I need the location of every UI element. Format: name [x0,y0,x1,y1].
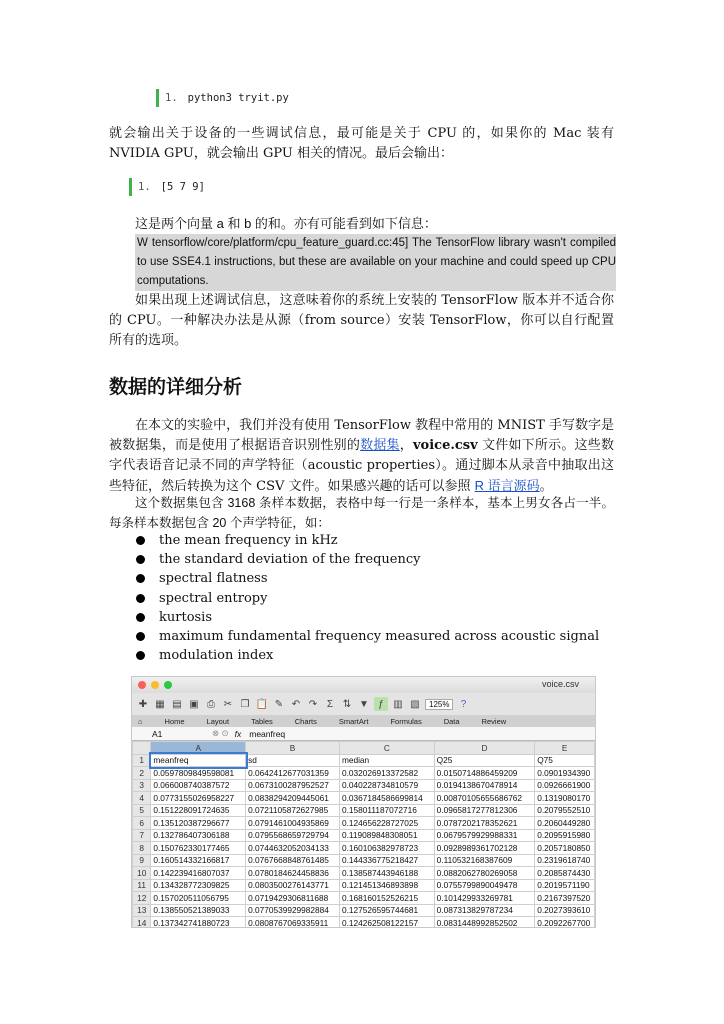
paragraph-1: 就会输出关于设备的一些调试信息，最可能是关于 CPU 的，如果你的 Mac 装有 NVIDIA GPU，就会输出 GPU 相关的情况。最后会输出： [109,126,614,161]
new-document-icon[interactable]: ✚ [138,698,148,710]
table-cell[interactable]: 0.0795568659729794 [246,829,340,842]
dataset-link[interactable]: 数据集 [360,438,400,453]
ribbon-tab[interactable]: Tables [251,716,273,726]
minimize-window-button[interactable] [151,681,159,689]
paragraph-4 [109,416,614,497]
table-row [133,854,595,867]
row-header[interactable]: 9 [133,854,151,867]
table-cell[interactable]: 0.0926661900 [535,779,595,792]
bullet-icon [136,555,145,564]
table-cell[interactable]: 0.1319080170 [535,792,595,805]
table-row [133,754,595,767]
row-header[interactable]: 2 [133,767,151,780]
row-header[interactable]: 6 [133,817,151,830]
table-cell[interactable]: 0.160514332166817 [151,854,246,867]
column-header[interactable]: A [151,742,246,755]
autosum-icon[interactable]: Σ [326,698,334,710]
column-header[interactable]: D [434,742,535,755]
table-cell[interactable]: 0.119089848308051 [339,829,434,842]
spreadsheet-grid [132,741,595,928]
row-header[interactable]: 7 [133,829,151,842]
table-cell[interactable]: 0.0780184624458836 [246,867,340,880]
fx-icon[interactable]: fx [234,728,242,739]
row-header[interactable]: 5 [133,804,151,817]
table-cell[interactable]: 0.0770539929982884 [246,904,340,917]
row-header[interactable]: 12 [133,892,151,905]
table-cell[interactable]: 0.2085874430 [535,867,595,880]
table-cell[interactable]: 0.138550521389033 [151,904,246,917]
list-item: spectral entropy [109,589,614,608]
bullet-icon [136,594,145,603]
table-cell[interactable]: 0.2019571190 [535,879,595,892]
ribbon-tab[interactable]: SmartArt [338,716,369,726]
bullet-icon [136,651,145,660]
table-cell[interactable]: 0.132786407306188 [151,829,246,842]
list-item: kurtosis [109,608,614,627]
table-cell[interactable]: 0.0787202178352621 [434,817,535,830]
table-cell[interactable]: 0.2057180850 [535,842,595,855]
ribbon-tab[interactable]: Data [443,716,460,726]
section-heading: 数据的详细分析 [109,376,243,398]
code-line-number: 1. [165,92,178,104]
code-marker [156,89,159,107]
table-row [133,779,595,792]
close-window-button[interactable] [138,681,146,689]
table-row [133,917,595,929]
paragraph-4-text-2: ， [399,438,413,453]
table-cell[interactable]: 0.101429933269781 [434,892,535,905]
home-icon: ⌂ [138,716,143,726]
table-cell[interactable]: 0.138587443946188 [339,867,434,880]
window-title: voice.csv [542,679,580,689]
column-header[interactable]: B [246,742,340,755]
paragraph-4-text-3: 文件如下所示。这些数字代表语音记录不同的声学特征（acoustic properties）。通过脚本从录音中抽取出这些特征，然后转换为这个 CSV 文件。如果感兴趣的话可以参照 [109,438,614,494]
table-cell[interactable]: 0.135120387296677 [151,817,246,830]
table-cell[interactable]: 0.0928989361702128 [434,842,535,855]
cut-icon[interactable]: ✂ [223,698,233,710]
table-cell[interactable]: 0.2027393610 [535,904,595,917]
table-row [133,804,595,817]
ribbon-tab[interactable]: Charts [294,716,317,726]
row-header[interactable]: 1 [133,754,151,767]
table-cell[interactable]: 0.142239416807037 [151,867,246,880]
feature-list [109,531,614,665]
table-row [133,792,595,805]
list-item: modulation index [109,646,614,665]
table-cell[interactable]: 0.0882062780269058 [434,867,535,880]
sidebar-icon[interactable]: ▧ [410,698,420,710]
table-cell[interactable]: 0.032026913372582 [339,767,434,780]
table-cell[interactable]: 0.0721105872627985 [246,804,340,817]
ribbon-tab[interactable]: Home [164,716,185,726]
formula-bar [132,727,595,741]
paste-icon[interactable]: 📋 [255,698,269,710]
code-text: [5 7 9] [160,181,205,193]
paragraph-3: 如果出现上述调试信息，这意味着你的系统上安装的 TensorFlow 版本并不适合你的 CPU。一种解决办法是从源（from source）安装 TensorFlow，你可以自行配置所有的选项。 [109,293,614,348]
table-cell[interactable]: 0.0773155026958227 [151,792,246,805]
table-cell[interactable]: 0.151228091724635 [151,804,246,817]
table-cell[interactable]: 0.124262508122157 [339,917,434,929]
voice-csv-filename: voice.csv [413,438,478,453]
table-cell[interactable]: 0.2167397520 [535,892,595,905]
column-header[interactable]: C [339,742,434,755]
corner-cell[interactable] [133,742,151,755]
maximize-window-button[interactable] [164,681,172,689]
column-header-row [133,742,595,755]
table-row [133,842,595,855]
zoom-select[interactable]: 125% [425,699,453,710]
code-block-2 [129,178,205,196]
table-cell[interactable]: 0.00870105655686762 [434,792,535,805]
formula-controls-icon: ⊗ ⊙ [212,728,229,738]
bullet-icon [136,536,145,545]
table-cell[interactable]: meanfreq [151,754,246,767]
row-header[interactable]: 11 [133,879,151,892]
table-cell[interactable]: 0.127526595744681 [339,904,434,917]
table-cell[interactable]: 0.0791461004935869 [246,817,340,830]
row-header[interactable]: 4 [133,792,151,805]
table-cell[interactable]: 0.040228734810579 [339,779,434,792]
toolbar [132,693,595,715]
table-row [133,892,595,905]
code-marker [129,178,132,196]
list-item: the standard deviation of the frequency [109,550,614,569]
gallery-icon[interactable]: ▦ [155,698,165,710]
table-cell[interactable]: 0.144336775218427 [339,854,434,867]
table-cell[interactable]: 0.0719429306811688 [246,892,340,905]
table-cell[interactable]: 0.0767668848761485 [246,854,340,867]
table-cell[interactable]: 0.168160152526215 [339,892,434,905]
row-header[interactable]: 10 [133,867,151,880]
paragraph-5: 这个数据集包含 3168 条样本数据，表格中每一行是一条样本，基本上男女各占一半。每条样本数据包含 20 个声学特征，如： [109,496,614,530]
row-header[interactable]: 8 [133,842,151,855]
table-cell[interactable]: 0.158011187072716 [339,804,434,817]
table-cell[interactable]: 0.110532168387609 [434,854,535,867]
table-cell[interactable]: 0.0838294209445061 [246,792,340,805]
table-cell[interactable]: 0.157020511056795 [151,892,246,905]
list-item: the mean frequency in kHz [109,531,614,550]
r-source-link[interactable]: R 语言源码 [474,478,540,493]
paragraph-4-text-4: 。 [539,479,553,494]
filter-icon[interactable]: ▼ [359,698,369,710]
table-cell[interactable]: 0.0673100287952527 [246,779,340,792]
sort-icon[interactable]: ⇅ [342,698,352,710]
table-row [133,867,595,880]
table-cell[interactable]: 0.066008740387572 [151,779,246,792]
open-folder-icon[interactable]: ▤ [172,698,182,710]
sheet-icon[interactable]: ▥ [393,698,403,710]
row-header[interactable]: 13 [133,904,151,917]
ribbon-tabs [132,715,595,727]
table-cell[interactable]: 0.2319618740 [535,854,595,867]
row-header[interactable]: 3 [133,779,151,792]
ribbon-tab[interactable]: Layout [206,716,230,726]
print-icon[interactable]: ⎙ [207,698,215,710]
table-row [133,879,595,892]
table-cell[interactable]: sd [246,754,340,767]
table-cell[interactable]: 0.0755799890049478 [434,879,535,892]
code-text: python3 tryit.py [187,92,289,104]
table-cell[interactable]: 0.121451346893898 [339,879,434,892]
warning-message: W tensorflow/core/platform/cpu_feature_guard.cc:45] The TensorFlow library wasn't compiled to use SSE4.1 instructions, but these are available on your machine and could speed up CPU computations. [135,234,616,291]
table-cell[interactable]: 0.0150714886459209 [434,767,535,780]
spreadsheet-window [131,676,596,928]
bullet-icon [136,632,145,641]
table-cell[interactable]: 0.0367184586699814 [339,792,434,805]
save-icon[interactable]: ▣ [189,698,199,710]
list-item: spectral flatness [109,569,614,588]
table-cell[interactable]: 0.160106382978723 [339,842,434,855]
table-cell[interactable]: 0.124656228727025 [339,817,434,830]
table-cell[interactable]: 0.2092267700 [535,917,595,929]
table-row [133,817,595,830]
table-row [133,904,595,917]
bullet-icon [136,613,145,622]
ribbon-tab[interactable]: Formulas [390,716,422,726]
table-cell[interactable]: 0.2079552510 [535,804,595,817]
cell-reference-box[interactable]: A1 [152,728,163,739]
table-cell[interactable]: 0.0597809849598081 [151,767,246,780]
table-cell[interactable]: 0.0642412677031359 [246,767,340,780]
table-cell[interactable]: median [339,754,434,767]
table-row [133,829,595,842]
function-icon[interactable]: ƒ [374,697,388,711]
table-cell[interactable]: 0.134328772309825 [151,879,246,892]
code-block-1 [156,89,289,107]
table-cell[interactable]: 0.0679579929988331 [434,829,535,842]
undo-icon[interactable]: ↶ [291,698,301,710]
bullet-icon [136,574,145,583]
table-cell[interactable]: 0.2060449280 [535,817,595,830]
table-row [133,767,595,780]
table-cell[interactable]: 0.137342741880723 [151,917,246,929]
table-cell[interactable]: 0.087313829787234 [434,904,535,917]
paragraph-4-text-1: 在本文的实验中，我们并没有使用 TensorFlow 教程中常用的 MNIST 手写数字是被数据集，而是使用了根据语音识别性别的 [109,418,614,453]
table-cell[interactable]: 0.0744632052034133 [246,842,340,855]
table-cell[interactable]: 0.0901934390 [535,767,595,780]
window-titlebar [132,677,595,693]
table-cell[interactable]: 0.0803500276143771 [246,879,340,892]
code-line-number: 1. [138,181,151,193]
table-cell[interactable]: 0.0808767069335911 [246,917,340,929]
table-cell[interactable]: 0.2095915980 [535,829,595,842]
copy-icon[interactable]: ❐ [240,698,250,710]
format-painter-icon[interactable]: ✎ [274,698,284,710]
redo-icon[interactable]: ↷ [308,698,318,710]
table-cell[interactable]: 0.0965817277812306 [434,804,535,817]
formula-input[interactable]: meanfreq [249,728,286,739]
column-header[interactable]: E [535,742,595,755]
ribbon-tab[interactable]: Review [481,716,507,726]
table-cell[interactable]: Q75 [535,754,595,767]
table-cell[interactable]: 0.0194138670478914 [434,779,535,792]
row-header[interactable]: 14 [133,917,151,929]
table-cell[interactable]: 0.150762330177465 [151,842,246,855]
table-cell[interactable]: 0.0831448992852502 [434,917,535,929]
paragraph-2: 这是两个向量 a 和 b 的和。亦有可能看到如下信息： [135,216,437,231]
table-cell[interactable]: Q25 [434,754,535,767]
list-item: maximum fundamental frequency measured across acoustic signal [109,627,614,646]
help-icon[interactable]: ? [460,698,467,710]
